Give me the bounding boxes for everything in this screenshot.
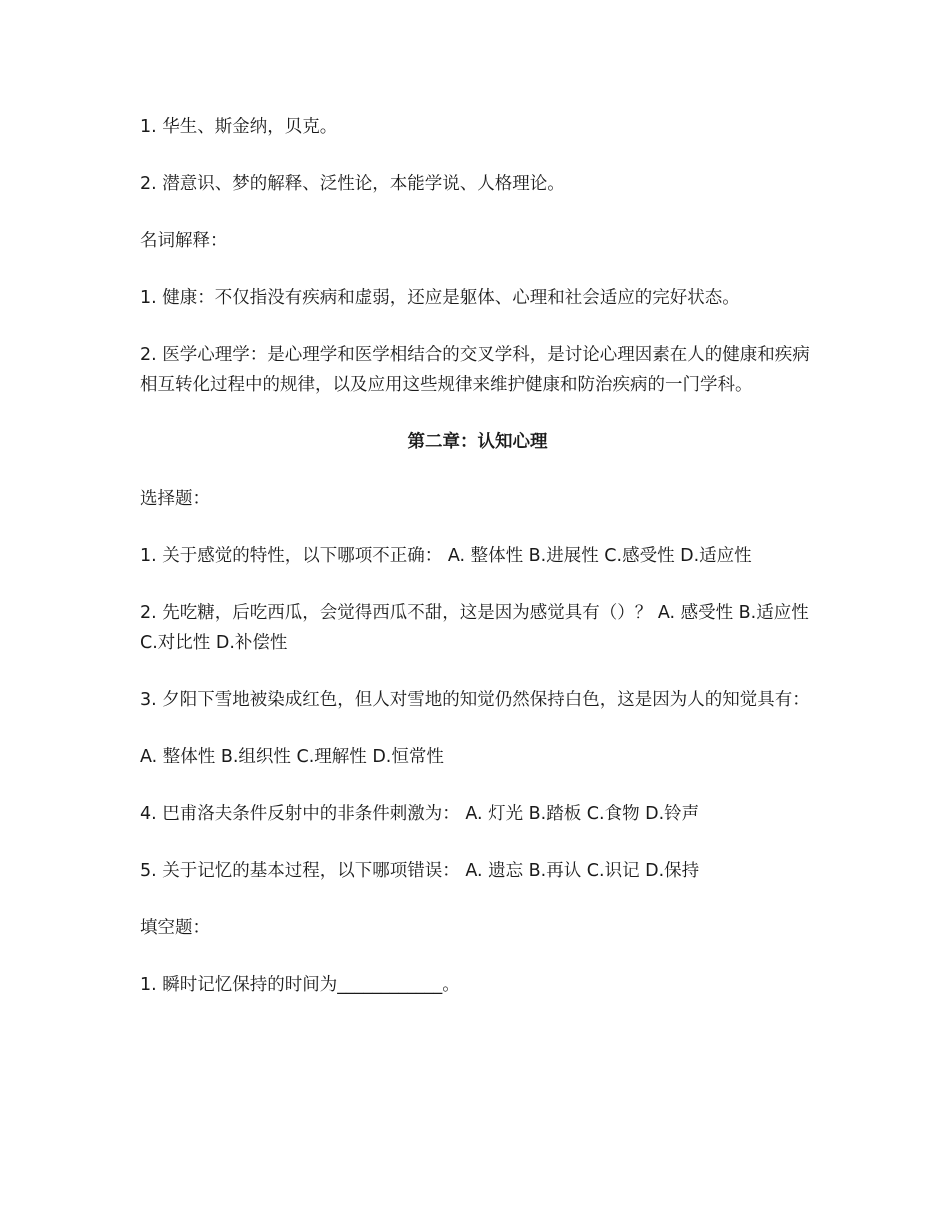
section-label: 名词解释： xyxy=(140,231,228,251)
fill-blank-question: 1. 瞬时记忆保持的时间为____________。 xyxy=(140,975,460,995)
section-label: 填空题： xyxy=(140,918,210,938)
question-options: A. 整体性 B.组织性 C.理解性 D.恒常性 xyxy=(140,747,444,767)
section-label: 选择题： xyxy=(140,489,210,509)
answer-paragraph: 1. 华生、斯金纳，贝克。 xyxy=(140,117,338,137)
question-paragraph: 2. 先吃糖，后吃西瓜，会觉得西瓜不甜，这是因为感觉具有（）？ A. 感受性 B.适应性 C.对比性 D.补偿性 xyxy=(140,603,815,653)
answer-paragraph: 2. 潜意识、梦的解释、泛性论，本能学说、人格理论。 xyxy=(140,174,565,194)
question-paragraph: 5. 关于记忆的基本过程，以下哪项错误： A. 遗忘 B.再认 C.识记 D.保持 xyxy=(140,861,700,881)
question-paragraph: 1. 关于感觉的特性，以下哪项不正确： A. 整体性 B.进展性 C.感受性 D.适应性 xyxy=(140,546,752,566)
chapter-heading: 第二章：认知心理 xyxy=(407,432,548,452)
definition-paragraph: 1. 健康：不仅指没有疾病和虚弱，还应是躯体、心理和社会适应的完好状态。 xyxy=(140,288,740,308)
definition-paragraph: 2. 医学心理学：是心理学和医学相结合的交叉学科，是讨论心理因素在人的健康和疾病相互转化过程中的规律，以及应用这些规律来维护健康和防治疾病的一门学科。 xyxy=(140,345,810,395)
question-paragraph: 4. 巴甫洛夫条件反射中的非条件刺激为： A. 灯光 B.踏板 C.食物 D.铃声 xyxy=(140,804,700,824)
question-paragraph: 3. 夕阳下雪地被染成红色，但人对雪地的知觉仍然保持白色，这是因为人的知觉具有： xyxy=(140,690,810,710)
document-page xyxy=(140,112,815,1027)
